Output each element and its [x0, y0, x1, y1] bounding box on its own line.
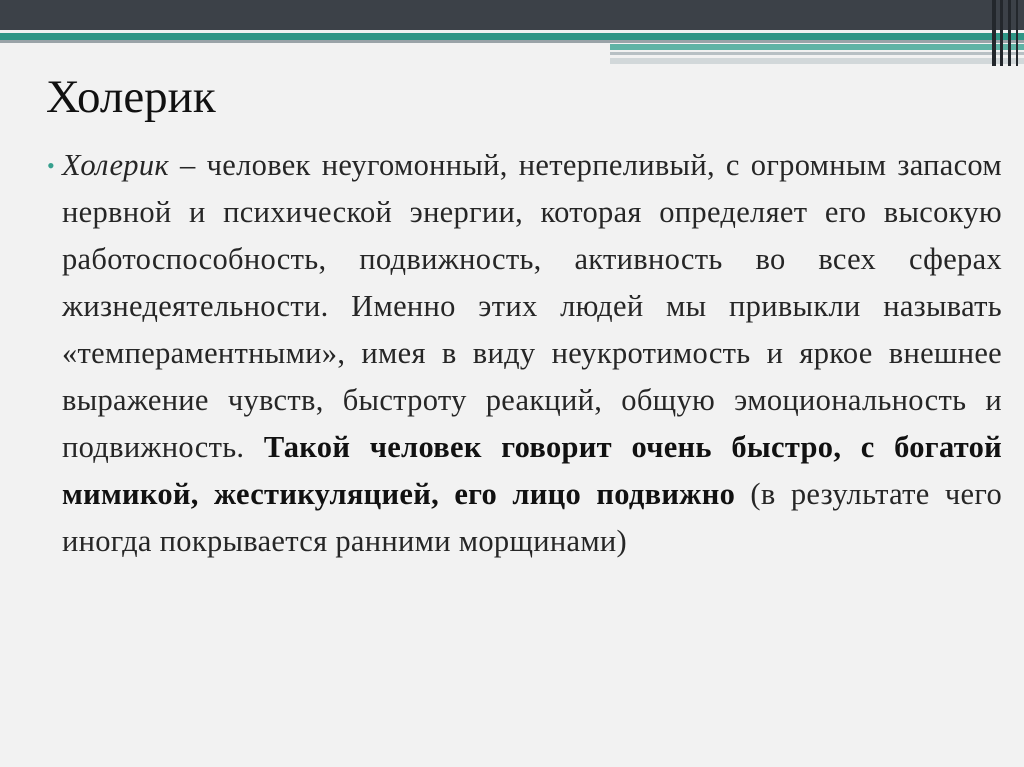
header-edge-shadow-1 [992, 0, 996, 66]
slide-body-paragraph [47, 142, 1003, 565]
header-teal-stripe [0, 33, 1024, 40]
header-edge-shadow-3 [1008, 0, 1011, 66]
header-grey-stripe [0, 40, 1024, 43]
header-accent-grey [610, 52, 1024, 55]
header-dark-bar [0, 0, 1024, 30]
header-accent-light [610, 58, 1024, 64]
header-edge-shadow-2 [1000, 0, 1003, 66]
body-text-bold: Такой человек говорит очень быстро, с богатой мимикой, жестикуляцией, его лицо подвижно [62, 430, 1003, 511]
bullet-dot: • [47, 153, 56, 178]
slide-title: Холерик [46, 71, 216, 123]
term-italic: Холерик [62, 148, 169, 182]
header-edge-shadow-4 [1016, 0, 1018, 66]
header-decoration [0, 0, 1024, 80]
body-text-tail: (в результате чего иногда покрывается ранними морщинами) [62, 477, 1002, 558]
header-accent-teal [610, 44, 1024, 50]
body-text-intro: человек неугомонный, нетерпеливый, с огромным запасом нервной и психической энергии, которая определяет его высокую работоспособность, подвижность, активность во всех сферах жизнедеятельности. Именно этих людей мы привыкли называть «темпераментными», имея в виду неукротимость и яркое внешнее выражение чувств, быстроту реакций, общую эмоциональность и подвижность. [62, 148, 1002, 464]
term-dash: – [168, 148, 207, 182]
